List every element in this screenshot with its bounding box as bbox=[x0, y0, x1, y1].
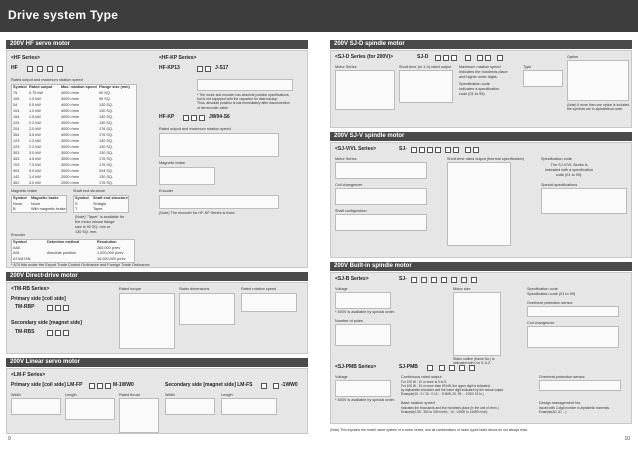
hf-series-title: <HF Series> bbox=[11, 55, 40, 61]
table-cell: 4.5 kW bbox=[29, 157, 41, 161]
table-cell: 2000 r/min bbox=[61, 175, 79, 179]
sjd-motor-table bbox=[335, 70, 395, 110]
sjv-coil-title: Coil changeover bbox=[335, 183, 363, 187]
code-box bbox=[47, 66, 53, 72]
table-header-cell: Symbol bbox=[13, 196, 27, 200]
sjd-speed-title: Maximum rotation speed bbox=[459, 65, 501, 69]
table-cell: S bbox=[75, 201, 78, 206]
table-cell: B bbox=[13, 207, 16, 211]
code-box bbox=[443, 55, 449, 61]
s-length-title: Length bbox=[221, 393, 233, 397]
tm-rbs-code: TM-RBS bbox=[15, 329, 35, 335]
table-header-cell: Shaft end structure bbox=[93, 196, 128, 200]
code-box bbox=[27, 66, 33, 72]
table-cell: 130 SQ. bbox=[99, 139, 113, 143]
code-box bbox=[451, 277, 457, 283]
code-box bbox=[411, 147, 417, 153]
table-cell: 1.2 kW bbox=[29, 139, 41, 143]
pmb-volt-title: Voltage bbox=[335, 375, 348, 379]
table-cell: None bbox=[13, 201, 23, 206]
sjd-type-title: Type bbox=[523, 65, 532, 69]
code-box bbox=[261, 383, 267, 389]
lm-fs-label: Secondary side [magnet side] LM-FS bbox=[165, 382, 253, 388]
footnote: (Note) This explains the model name system of a motor series, and all combinations of motor types listed above do not always exist. bbox=[330, 428, 529, 432]
table-header-cell: Symbol bbox=[13, 240, 27, 244]
code-box bbox=[273, 383, 279, 389]
sjv-motor-title: Motor Series bbox=[335, 157, 357, 161]
code-box bbox=[445, 147, 451, 153]
page-title: Drive system Type bbox=[8, 8, 119, 22]
table-header-cell: Symbol bbox=[13, 85, 27, 89]
sjb-series-title: <SJ-B Series> bbox=[335, 276, 369, 282]
code-box bbox=[461, 277, 467, 283]
table-cell: 3000 r/min bbox=[61, 151, 79, 155]
thrust-title: Rated thrust bbox=[119, 393, 140, 397]
hf-kp13-mark: J-S17 bbox=[215, 65, 229, 71]
torque-table bbox=[119, 293, 175, 349]
b-spec-title: Specification code bbox=[527, 287, 558, 291]
lm-f-series-title: <LM-F Series> bbox=[11, 372, 46, 378]
table-cell: 176 SQ. bbox=[99, 181, 113, 185]
code-box bbox=[441, 277, 447, 283]
table-cell: 3.0 kW bbox=[29, 181, 41, 185]
hf-kp-encoder-table bbox=[159, 195, 279, 209]
od-note: Stator outline (frame No.) is indicated with 0 to 9, A-Z. bbox=[453, 357, 495, 366]
code-box bbox=[63, 330, 69, 336]
volt-note: * 400V is available by special order. bbox=[335, 310, 395, 314]
od-title: Motor size bbox=[453, 287, 471, 291]
table-cell: 105 bbox=[13, 97, 20, 101]
table-cell: 0.5 kW bbox=[29, 103, 41, 107]
s-length-table bbox=[221, 398, 277, 415]
pmb-volt-note: * 400V is available by special order. bbox=[335, 398, 395, 402]
table-cell: 4000 r/min bbox=[61, 127, 79, 131]
table-cell: 703 bbox=[13, 163, 20, 167]
sjv-section-title: 200V SJ-V spindle motor bbox=[330, 132, 632, 141]
tm-rbp-code: TM-RBP bbox=[15, 304, 35, 310]
sjd-section-title: 200V SJ-D spindle motor bbox=[330, 40, 632, 49]
code-box bbox=[197, 66, 203, 72]
table-cell: Straight bbox=[93, 201, 107, 206]
ovh-table bbox=[527, 306, 619, 317]
sjv-output-title: Short-time rated output (thermal specification) bbox=[447, 157, 525, 161]
hf-kp-series-title: <HF-KP Series> bbox=[159, 55, 197, 61]
code-box bbox=[47, 330, 53, 336]
table-cell: 2.2 kW bbox=[29, 121, 41, 125]
code-box bbox=[435, 55, 441, 61]
lm-fp-suffix: M-1WW0 bbox=[113, 382, 134, 388]
page-number-right: 10 bbox=[624, 436, 630, 442]
sjd-option-table bbox=[567, 60, 629, 101]
code-box bbox=[57, 66, 63, 72]
length-table bbox=[65, 398, 115, 420]
table-cell: 3000 r/min bbox=[61, 139, 79, 143]
table-cell: 4000 r/min bbox=[61, 115, 79, 119]
table-cell: 302 bbox=[13, 181, 20, 185]
poles-title: Number of poles bbox=[335, 319, 363, 323]
code-box bbox=[55, 330, 61, 336]
code-box bbox=[97, 383, 103, 389]
lm-fp-label: Primary side [coil side] LM-FP bbox=[11, 382, 83, 388]
hf-kp13-note: * The motor and encoder has absolute position specifications, but is not equipped with the capacitor for data backup. Thus, absolute position is lost immediately after disconnection of the encoder cable. bbox=[197, 93, 290, 110]
sjd-option-title: Option bbox=[567, 55, 579, 59]
code-box bbox=[435, 147, 441, 153]
shaft-note: (Note) "Taper" is available for the motor whose flange size is 90 SQ. mm or 130 SQ. mm. bbox=[75, 215, 125, 234]
hf-kp-code: HF-KP bbox=[159, 114, 175, 120]
hf-kp-mark: JW04-S6 bbox=[209, 114, 230, 120]
hf-section-title: 200V HF servo motor bbox=[6, 40, 308, 49]
sjd-output-table bbox=[399, 70, 453, 103]
table-header-cell: Flange size (mm) bbox=[99, 85, 130, 89]
hf-kp13-code: HF-KP13 bbox=[159, 65, 180, 71]
stator-title: Stator dimensions bbox=[179, 287, 210, 291]
hf-kp-brake-table bbox=[159, 167, 215, 185]
pmb-code: SJ-PMB bbox=[399, 364, 418, 370]
encoder-note: * A74 bits under the Export Trade Control Ordinance and Foreign Trade Ordinance. bbox=[11, 263, 151, 267]
table-header-cell: Symbol bbox=[75, 196, 89, 200]
table-cell: 130 SQ. bbox=[99, 151, 113, 155]
table-cell: 260,000 p/rev bbox=[97, 245, 121, 250]
code-box bbox=[459, 365, 465, 371]
linear-panel bbox=[6, 368, 308, 434]
code-box bbox=[497, 55, 503, 61]
hf-kp13-table bbox=[197, 79, 293, 91]
code-box bbox=[183, 115, 189, 121]
table-cell: 4000 r/min bbox=[61, 103, 79, 107]
sjd-code: SJ-D bbox=[417, 54, 429, 60]
sjv-panel bbox=[330, 142, 632, 258]
hf-kp-brake-title: Magnetic brake bbox=[159, 161, 185, 165]
sjd-spec-text: Indicates a specification code (01 to 99). bbox=[459, 87, 500, 96]
table-cell: 223 bbox=[13, 145, 20, 149]
code-box bbox=[421, 277, 427, 283]
code-box bbox=[485, 55, 491, 61]
code-box bbox=[55, 305, 61, 311]
sjv-special-table bbox=[541, 188, 627, 214]
sjd-speed-text: Indicates the hundreds place and higher order digits. bbox=[459, 70, 508, 79]
primary-label: Primary side [coil side] bbox=[11, 296, 66, 302]
table-cell: 176 SQ. bbox=[99, 133, 113, 137]
sjv-coil-table bbox=[335, 188, 427, 205]
code-box bbox=[105, 383, 111, 389]
sjv-spec-title: Specification code bbox=[541, 157, 572, 161]
builtin-section-title: 200V Built-in spindle motor bbox=[330, 262, 632, 271]
table-cell: Absolute position bbox=[47, 251, 76, 255]
code-box bbox=[63, 305, 69, 311]
sjd-spec-title: Specification code bbox=[459, 82, 490, 86]
table-cell: 1.5 kW bbox=[29, 115, 41, 119]
tm-rb-series-title: <TM-RB Series> bbox=[11, 286, 50, 292]
table-cell: A48 bbox=[13, 245, 20, 250]
code-box bbox=[449, 365, 455, 371]
b-coil-table bbox=[527, 326, 619, 348]
code-box bbox=[419, 147, 425, 153]
table-cell: 3000 r/min bbox=[61, 97, 79, 101]
length-title: Length bbox=[65, 393, 77, 397]
table-cell: 130 SQ. bbox=[99, 115, 113, 119]
table-cell: 3.5 kW bbox=[29, 133, 41, 137]
pmb-speed-text: Indicates the thousands and five hundreds place (in the unit of r/min.) Example(0.35 : 350 to 349 r/min) , 10 : 14000 to 14499 r/min) bbox=[401, 406, 499, 414]
table-header-cell: Magnetic brake bbox=[31, 196, 59, 200]
table-cell: 130 SQ. bbox=[99, 103, 113, 107]
table-cell: 903 bbox=[13, 169, 20, 173]
code-box bbox=[465, 147, 471, 153]
table-cell: 3000 r/min bbox=[61, 163, 79, 167]
code-box bbox=[451, 55, 457, 61]
sjd-type-table bbox=[523, 70, 563, 87]
sjd-output-title: Short-time (or 1-h) rated output bbox=[399, 65, 452, 69]
torque-title: Rated torque bbox=[119, 287, 141, 291]
pmb-cont-text: For 100 W : 10 or more is 0 to 9. For 100 W : 10 or more than 99 kW, the upper digit is indicated by alphabetic character and the lower digit indicated by the actual output. Example(10 : 0 / 10 : 0.10 ... 9.9kW, 20, 99 ... 1000/ 10 to ) bbox=[401, 380, 504, 396]
pmb-speed-title: Base rotation speed bbox=[401, 401, 435, 405]
table-header-cell: Rated output bbox=[29, 85, 53, 89]
sjd-option-note: (Note) If more than one option is included, the symbols are in alphabetical order. bbox=[567, 103, 631, 112]
speed-title: Rated rotation speed bbox=[241, 287, 277, 291]
hf-kp-table bbox=[159, 133, 279, 157]
hf-panel bbox=[6, 50, 308, 268]
code-box bbox=[439, 365, 445, 371]
table-cell: 90 SQ. bbox=[99, 91, 111, 95]
sjv-shaft-title: Shaft configuration bbox=[335, 209, 367, 213]
od-table bbox=[453, 292, 501, 356]
sjv-series-title: <SJ-V/VL Series> bbox=[335, 146, 377, 152]
sjd-panel bbox=[330, 50, 632, 128]
table-cell: 123 bbox=[13, 139, 20, 143]
table-cell: 154 bbox=[13, 115, 20, 119]
hf-kp-table-title: Rated output and maximum rotation speed bbox=[159, 127, 231, 131]
table-cell: 9.0 kW bbox=[29, 169, 41, 173]
table-cell: 303 bbox=[13, 151, 20, 155]
hf-code: HF bbox=[11, 65, 18, 71]
speed-table bbox=[241, 293, 297, 312]
sjv-motor-table bbox=[335, 162, 427, 179]
pmb-design-title: Design management No. bbox=[539, 401, 581, 405]
table-cell: 0.75 kW bbox=[29, 91, 43, 95]
poles-table bbox=[335, 324, 391, 346]
table-cell: None bbox=[31, 201, 41, 206]
code-box bbox=[469, 365, 475, 371]
table-cell: A51 bbox=[13, 251, 20, 255]
rated-output-table-title: Rated output and maximum rotation speed bbox=[11, 78, 83, 82]
volt-title: Voltage bbox=[335, 287, 348, 291]
code-box bbox=[431, 277, 437, 283]
code-box bbox=[37, 66, 43, 72]
code-box bbox=[205, 66, 211, 72]
table-cell: 2.0 kW bbox=[29, 127, 41, 131]
table-cell: 3.0 kW bbox=[29, 151, 41, 155]
encoder-table-title: Encoder bbox=[11, 233, 26, 237]
table-cell: 1.0 kW bbox=[29, 97, 41, 101]
table-cell: 204 SQ. bbox=[99, 169, 113, 173]
code-box bbox=[411, 277, 417, 283]
ovh-title: Overheat protection sensor bbox=[527, 301, 573, 305]
code-box bbox=[427, 365, 433, 371]
b-spec-text: Specification code (01 to 99) bbox=[527, 292, 576, 296]
direct-section-title: 200V Direct-drive motor bbox=[6, 272, 308, 281]
code-box bbox=[453, 147, 459, 153]
b-coil-title: Coil changeover bbox=[527, 321, 555, 325]
code-box bbox=[191, 115, 197, 121]
table-cell: 1.4 kW bbox=[29, 175, 41, 179]
table-cell: 1,000,000 p/rev bbox=[97, 251, 124, 255]
sjb-code: SJ- bbox=[399, 276, 407, 282]
sjv-spec-text: The SJ-V/VL Series is indicated with a specification code (01 to 99). bbox=[545, 163, 594, 177]
sjd-series-title: <SJ-D Series (for 200V)> bbox=[335, 54, 394, 60]
table-cell: 2000 r/min bbox=[61, 181, 79, 185]
table-cell: 224 bbox=[13, 121, 20, 125]
linear-section-title: 200V Linear servo motor bbox=[6, 358, 308, 367]
stator-table bbox=[179, 293, 235, 325]
table-cell: 204 bbox=[13, 127, 20, 131]
page-number-left: 9 bbox=[8, 436, 11, 442]
sjd-motor-title: Motor Series bbox=[335, 65, 357, 69]
volt-table bbox=[335, 292, 391, 309]
thrust-table bbox=[119, 398, 159, 433]
table-cell: 54 bbox=[13, 103, 18, 107]
table-header-cell: Max. rotation speed bbox=[61, 85, 97, 89]
table-cell: 130 SQ. bbox=[99, 109, 113, 113]
table-cell: 2.2 kW bbox=[29, 145, 41, 149]
table-cell: 176 SQ. bbox=[99, 163, 113, 167]
table-cell: T bbox=[75, 207, 78, 211]
table-cell: A74/A74N bbox=[13, 256, 31, 261]
lm-fs-suffix: -1WW0 bbox=[281, 382, 298, 388]
width-table bbox=[11, 398, 61, 415]
code-box bbox=[89, 383, 95, 389]
table-cell: 3000 r/min bbox=[61, 169, 79, 173]
table-cell: 7.0 kW bbox=[29, 163, 41, 167]
code-box bbox=[477, 55, 483, 61]
hf-kp-note: (Note) The encoder for HF-KP Series is fixed. bbox=[159, 211, 236, 215]
code-box bbox=[47, 305, 53, 311]
table-cell: 142 bbox=[13, 175, 20, 179]
brake-table-title: Magnetic brake bbox=[11, 189, 37, 193]
hf-kp-encoder-title: Encoder bbox=[159, 189, 174, 193]
pmb-cont-title: Continuous rated output bbox=[401, 375, 442, 379]
table-cell: 4000 r/min bbox=[61, 91, 79, 95]
table-cell: 176 SQ. bbox=[99, 127, 113, 131]
pmb-series-title: <SJ-PMB Series> bbox=[335, 364, 377, 370]
table-cell: 75 bbox=[13, 91, 18, 95]
s-width-title: Width bbox=[165, 393, 175, 397]
table-header-cell: Resolution bbox=[97, 240, 117, 244]
code-box bbox=[199, 115, 205, 121]
width-title: Width bbox=[11, 393, 21, 397]
code-box bbox=[471, 277, 477, 283]
table-cell: 354 bbox=[13, 133, 20, 137]
table-cell: 130 SQ. bbox=[99, 175, 113, 179]
pmb-ovh-table bbox=[539, 380, 621, 391]
table-cell: With magnetic brake bbox=[31, 207, 66, 211]
code-box bbox=[427, 147, 433, 153]
sjv-special-title: Special specifications bbox=[541, 183, 578, 187]
table-cell: Taper bbox=[93, 207, 103, 211]
table-cell: 130 SQ. bbox=[99, 121, 113, 125]
table-cell: 16,000,000 p/rev bbox=[97, 256, 126, 261]
table-cell: 3000 r/min bbox=[61, 157, 79, 161]
sjv-code: SJ- bbox=[399, 146, 407, 152]
page-header bbox=[0, 0, 638, 32]
table-cell: 4000 r/min bbox=[61, 109, 79, 113]
direct-panel bbox=[6, 282, 308, 354]
secondary-label: Secondary side [magnet side] bbox=[11, 320, 82, 326]
code-box bbox=[465, 55, 471, 61]
table-cell: 3000 r/min bbox=[61, 145, 79, 149]
table-cell: 130 SQ. bbox=[99, 145, 113, 149]
table-cell: 176 SQ. bbox=[99, 157, 113, 161]
sjv-shaft-table bbox=[335, 214, 427, 231]
table-header-cell: Detection method bbox=[47, 240, 80, 244]
table-cell: 4000 r/min bbox=[61, 121, 79, 125]
sjv-output-table bbox=[447, 162, 511, 246]
table-cell: 453 bbox=[13, 157, 20, 161]
code-box bbox=[473, 147, 479, 153]
table-cell: 90 SQ. bbox=[99, 97, 111, 101]
shaft-table-title: Shaft end structure bbox=[73, 189, 106, 193]
pmb-volt-table bbox=[335, 380, 391, 397]
table-cell: 1.0 kW bbox=[29, 109, 41, 113]
table-cell: 4000 r/min bbox=[61, 133, 79, 137]
pmb-ovh-title: Overheat protection sensor bbox=[539, 375, 585, 379]
pmb-design-text: Issued with 2-digit number in alphabetic numerals. Example(A0, A1 ...) bbox=[539, 406, 610, 414]
s-width-table bbox=[165, 398, 215, 415]
table-cell: 104 bbox=[13, 109, 20, 113]
builtin-panel bbox=[330, 272, 632, 424]
